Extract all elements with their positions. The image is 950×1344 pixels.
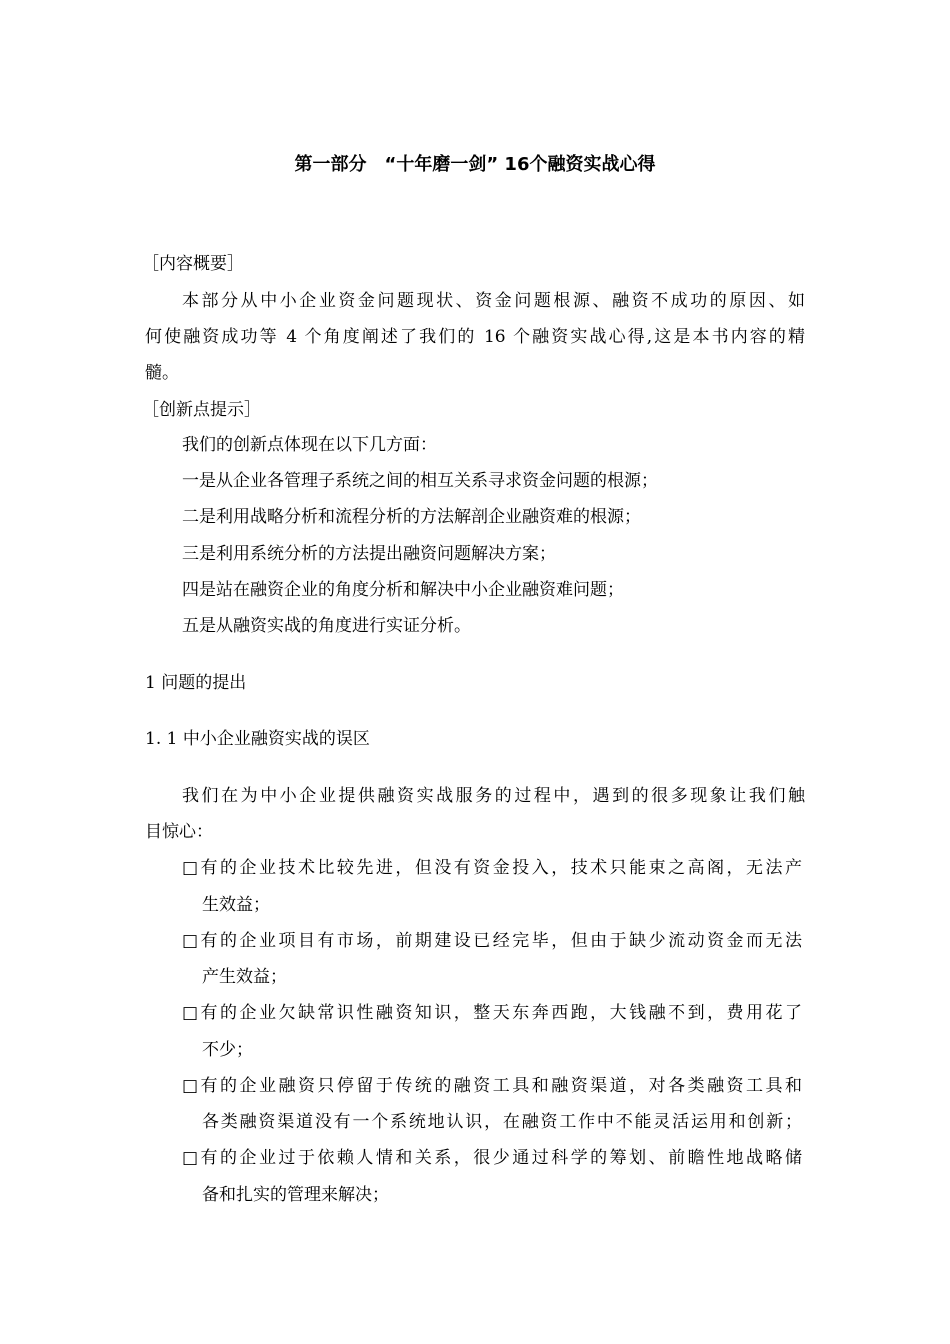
- innovation-item-4: 四是站在融资企业的角度分析和解决中小企业融资难问题；: [182, 580, 624, 600]
- intro-para-line-1: 我们在为中小企业提供融资实战服务的过程中，遇到的很多现象让我们触: [182, 786, 805, 806]
- summary-line-3: 髓。: [145, 363, 179, 383]
- bullet-1-line-1: □有的企业技术比较先进，但没有资金投入，技术只能束之高阁，无法产: [182, 858, 802, 878]
- bullet-4-line-2: 各类融资渠道没有一个系统地认识，在融资工作中不能灵活运用和创新；: [202, 1112, 802, 1132]
- bullet-5-line-1: □有的企业过于依赖人情和关系，很少通过科学的筹划、前瞻性地战略储: [182, 1148, 802, 1168]
- bullet-5-line-2: 备和扎实的管理来解决；: [202, 1185, 389, 1205]
- innovation-heading: ［创新点提示］: [142, 400, 261, 420]
- bullet-2-line-2: 产生效益；: [202, 967, 287, 987]
- intro-para-line-2: 目惊心：: [145, 822, 213, 842]
- bullet-3-line-1: □有的企业欠缺常识性融资知识，整天东奔西跑，大钱融不到，费用花了: [182, 1003, 802, 1023]
- innovation-intro: 我们的创新点体现在以下几方面：: [182, 435, 437, 455]
- innovation-item-2: 二是利用战略分析和流程分析的方法解剖企业融资难的根源；: [182, 507, 641, 527]
- summary-line-1: 本部分从中小企业资金问题现状、资金问题根源、融资不成功的原因、如: [182, 291, 805, 311]
- innovation-item-3: 三是利用系统分析的方法提出融资问题解决方案；: [182, 544, 556, 564]
- summary-heading: ［内容概要］: [142, 254, 244, 274]
- bullet-4-line-1: □有的企业融资只停留于传统的融资工具和融资渠道，对各类融资工具和: [182, 1076, 802, 1096]
- bullet-1-line-2: 生效益；: [202, 895, 270, 915]
- section-1-1-title: 1. 1 中小企业融资实战的误区: [145, 729, 370, 749]
- bullet-2-line-1: □有的企业项目有市场，前期建设已经完毕，但由于缺少流动资金而无法: [182, 931, 802, 951]
- bullet-3-line-2: 不少；: [202, 1040, 253, 1060]
- summary-line-2: 何使融资成功等 4 个角度阐述了我们的 16 个融资实战心得,这是本书内容的精: [145, 327, 805, 347]
- page-title: 第一部分 “十年磨一剑” 16个融资实战心得: [294, 154, 656, 175]
- innovation-item-5: 五是从融资实战的角度进行实证分析。: [182, 616, 471, 636]
- section-1-title: 1 问题的提出: [145, 673, 247, 693]
- innovation-item-1: 一是从企业各管理子系统之间的相互关系寻求资金问题的根源；: [182, 471, 658, 491]
